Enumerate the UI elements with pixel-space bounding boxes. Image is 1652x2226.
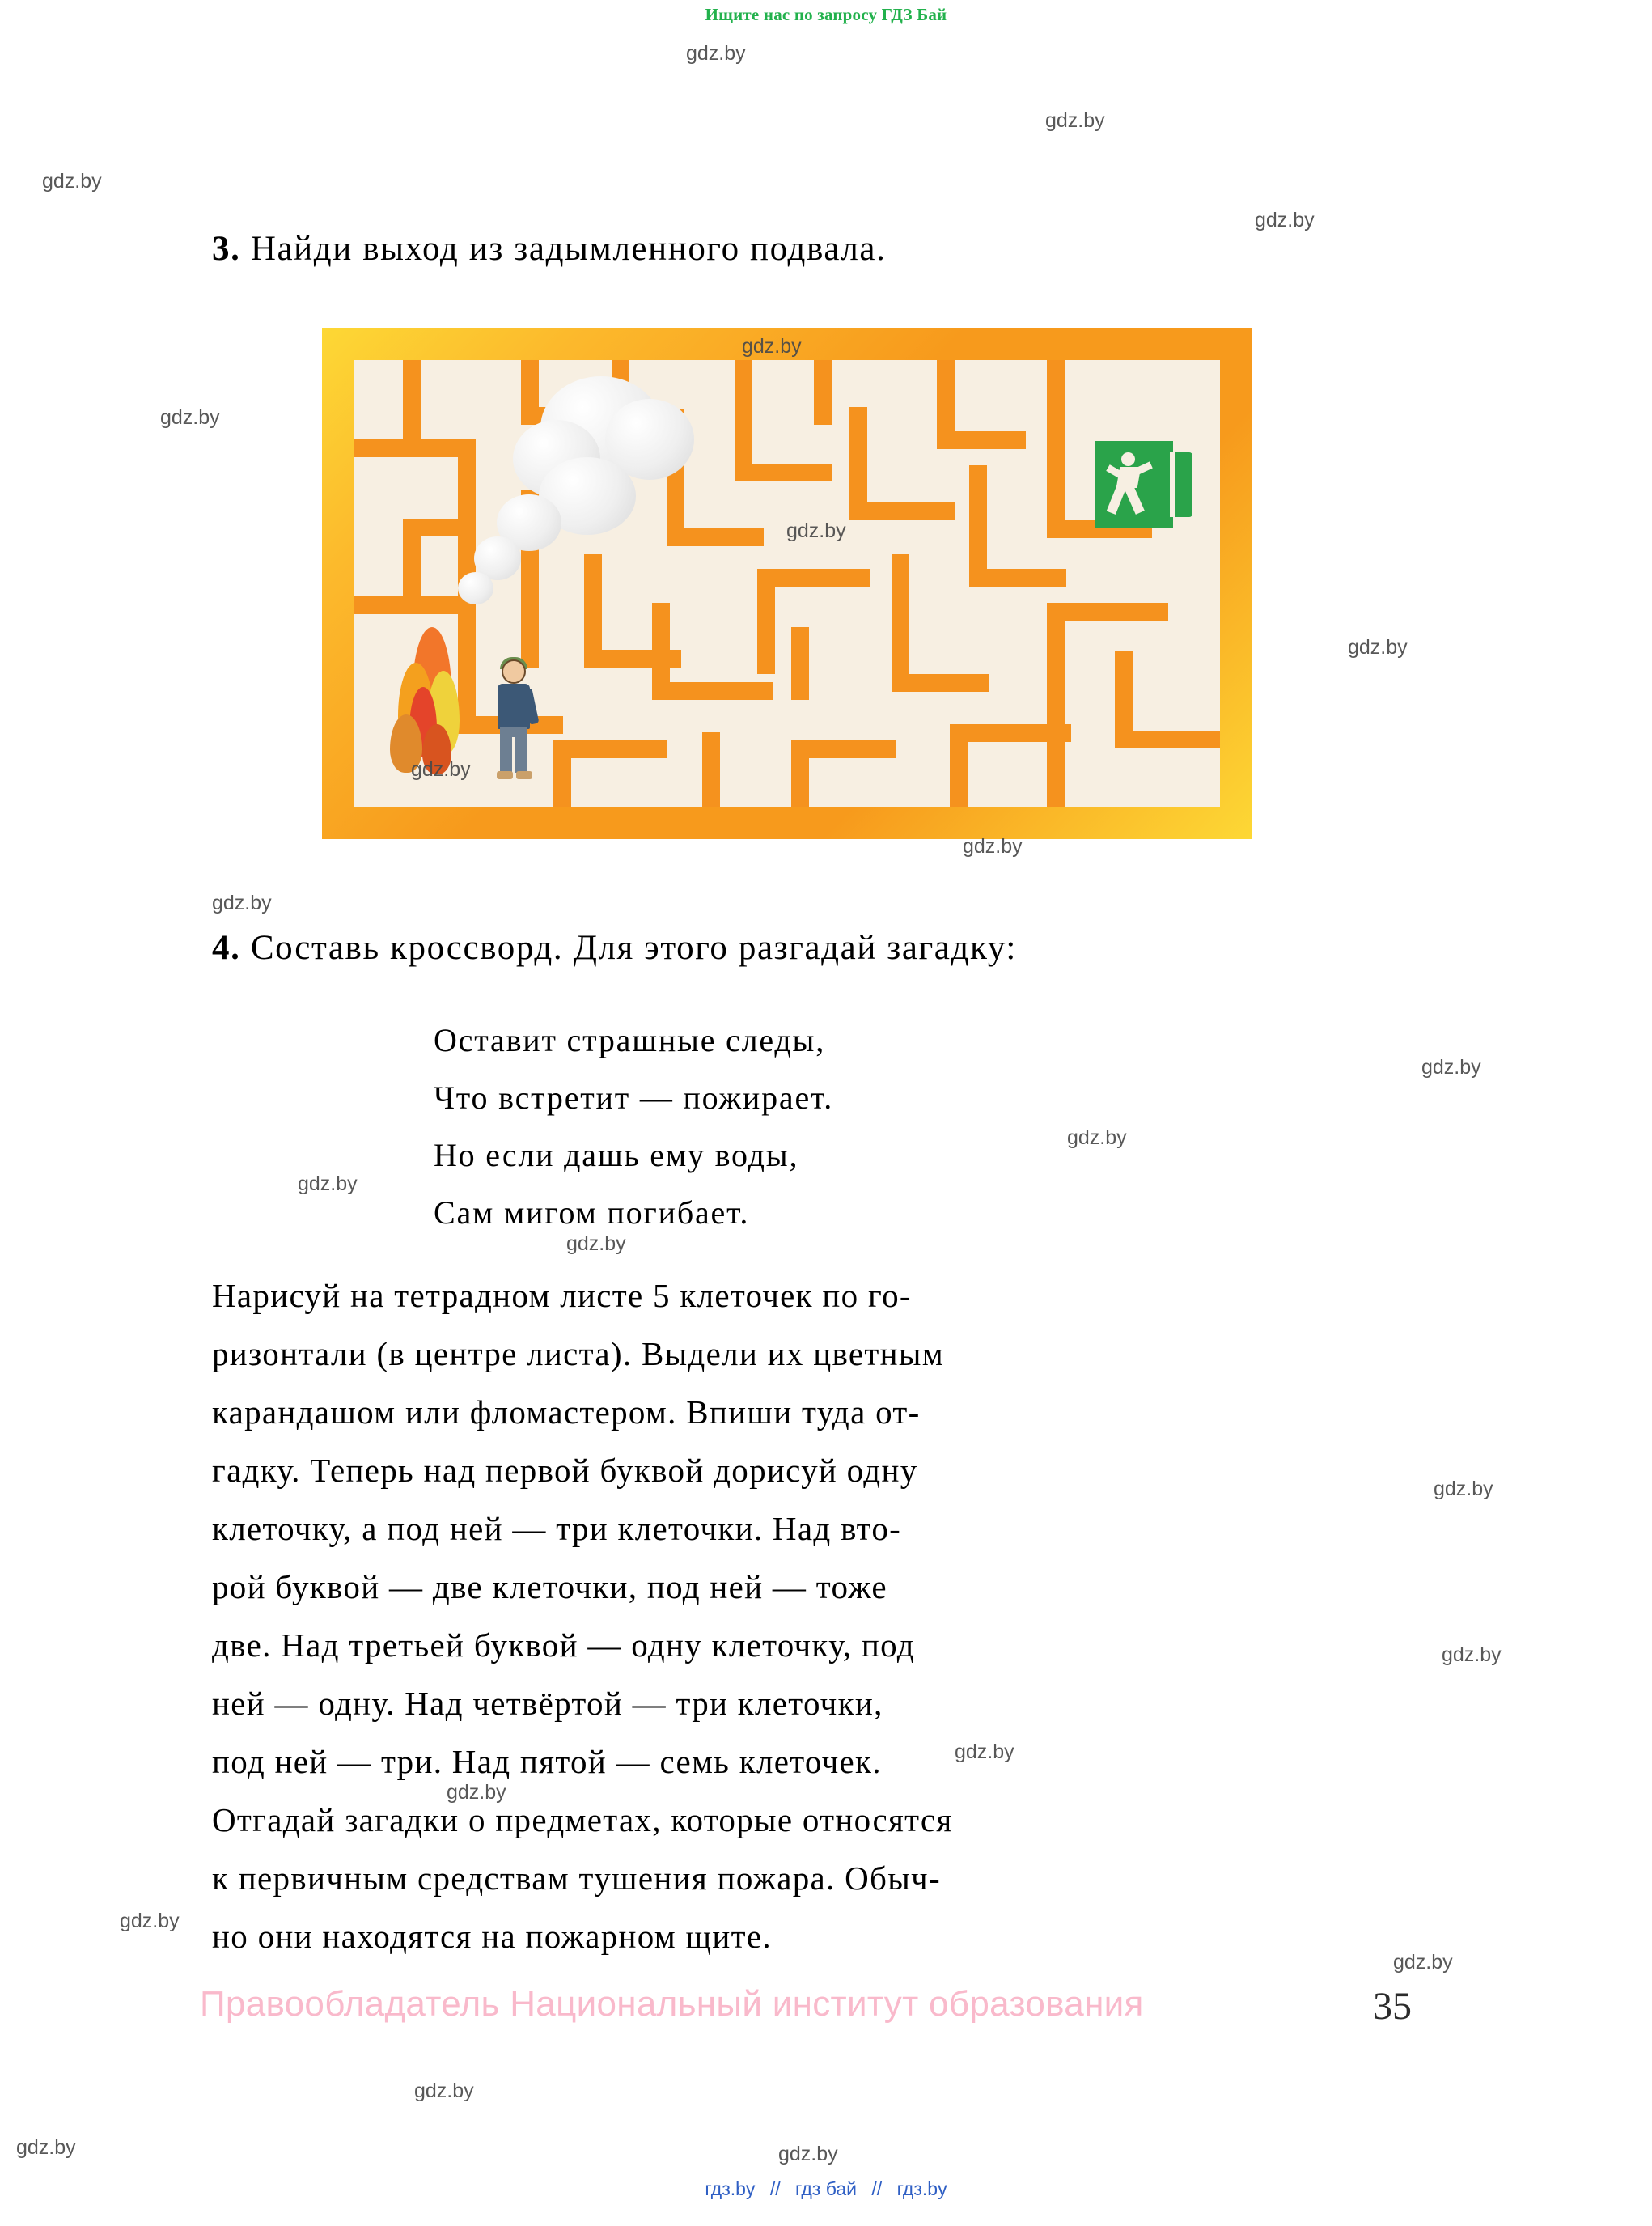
instruction-paragraph xyxy=(212,1266,1462,1965)
watermark: gdz.by xyxy=(16,2136,76,2159)
maze-wall xyxy=(553,740,667,758)
watermark: gdz.by xyxy=(1045,109,1105,132)
maze-board xyxy=(354,360,1220,807)
paragraph-line: ризонтали (в центре листа). Выдели их цветным xyxy=(212,1335,944,1372)
watermark: gdz.by xyxy=(414,2080,474,2102)
maze-wall xyxy=(735,464,832,481)
maze-wall xyxy=(814,360,832,425)
riddle-line: Оставит страшные следы, xyxy=(434,1022,826,1058)
task-3-number: 3. xyxy=(212,230,241,268)
emergency-exit-sign xyxy=(1095,441,1192,528)
riddle-line: Сам мигом погибает. xyxy=(434,1194,750,1231)
watermark: gdz.by xyxy=(963,835,1023,858)
footer-separator: // xyxy=(871,2178,883,2199)
maze-wall xyxy=(969,569,1066,587)
maze-illustration xyxy=(322,328,1252,839)
watermark: gdz.by xyxy=(686,42,746,65)
footer-link[interactable]: гдз.by xyxy=(705,2178,756,2199)
footer-links xyxy=(0,2178,1652,2200)
maze-wall xyxy=(702,732,720,807)
maze-wall xyxy=(1133,731,1220,748)
footer-link[interactable]: гдз.by xyxy=(896,2178,947,2199)
riddle-verse xyxy=(434,1011,833,1241)
maze-wall xyxy=(1047,360,1065,538)
task-4-text: Составь кроссворд. Для этого разгадай загадку: xyxy=(250,929,1017,967)
watermark: gdz.by xyxy=(1067,1126,1127,1149)
running-man-icon xyxy=(1108,452,1159,517)
maze-wall xyxy=(667,528,764,546)
paragraph-line: карандашом или фломастером. Впиши туда от- xyxy=(212,1393,921,1431)
paragraph-line: но они находятся на пожарном щите. xyxy=(212,1918,772,1955)
task-4-number: 4. xyxy=(212,929,241,967)
paragraph-line: к первичным средствам тушения пожара. Обыч- xyxy=(212,1859,941,1897)
maze-wall xyxy=(892,554,909,692)
task-3-text: Найди выход из задымленного подвала. xyxy=(250,230,887,268)
task-3-heading xyxy=(212,229,886,269)
watermark: gdz.by xyxy=(447,1781,506,1804)
footer-separator: // xyxy=(769,2178,781,2199)
paragraph-line: две. Над третьей буквой — одну клеточку, под xyxy=(212,1626,915,1664)
maze-wall xyxy=(652,682,773,700)
maze-wall xyxy=(1047,603,1065,807)
watermark: gdz.by xyxy=(120,1910,180,1932)
watermark: gdz.by xyxy=(298,1172,358,1195)
copyright-notice: Правообладатель Национальный институт образования xyxy=(200,1984,1144,2024)
paragraph-line: клеточку, а под ней — три клеточки. Над вто- xyxy=(212,1510,902,1547)
maze-wall xyxy=(791,627,809,700)
watermark: gdz.by xyxy=(1434,1478,1493,1500)
task-4-heading xyxy=(212,928,1017,968)
watermark: gdz.by xyxy=(566,1232,626,1255)
watermark: gdz.by xyxy=(411,758,471,781)
promo-banner: Ищите нас по запросу ГДЗ Бай xyxy=(705,5,947,24)
riddle-line: Что встретит — пожирает. xyxy=(434,1079,834,1116)
maze-wall xyxy=(937,431,1026,449)
watermark: gdz.by xyxy=(212,892,272,914)
watermark: gdz.by xyxy=(955,1741,1014,1763)
maze-wall xyxy=(757,569,870,587)
paragraph-line: рой буквой — две клеточки, под ней — тоже xyxy=(212,1568,887,1605)
paragraph-line: Нарисуй на тетрадном листе 5 клеточек по го- xyxy=(212,1277,912,1314)
fire-flames xyxy=(395,627,492,789)
watermark: gdz.by xyxy=(1255,209,1315,231)
boy-figure xyxy=(490,659,539,781)
maze-wall xyxy=(791,740,896,758)
watermark: gdz.by xyxy=(160,406,220,429)
watermark: gdz.by xyxy=(1442,1643,1502,1666)
watermark: gdz.by xyxy=(1421,1056,1481,1079)
maze-wall xyxy=(892,674,989,692)
riddle-line: Но если дашь ему воды, xyxy=(434,1137,799,1173)
maze-wall xyxy=(403,519,421,608)
paragraph-line: Отгадай загадки о предметах, которые относятся xyxy=(212,1801,953,1838)
maze-wall xyxy=(1115,651,1133,748)
paragraph-line: гадку. Теперь над первой буквой дорисуй одну xyxy=(212,1452,918,1489)
watermark: gdz.by xyxy=(786,519,846,542)
maze-wall xyxy=(1047,603,1168,621)
page-number: 35 xyxy=(1373,1985,1412,2028)
footer-link[interactable]: гдз бай xyxy=(795,2178,857,2199)
watermark: gdz.by xyxy=(778,2143,838,2165)
maze-wall xyxy=(849,502,955,520)
smoke-cloud xyxy=(458,572,493,604)
watermark: gdz.by xyxy=(1393,1951,1453,1974)
watermark: gdz.by xyxy=(742,335,802,358)
paragraph-line: под ней — три. Над пятой — семь клеточек. xyxy=(212,1743,882,1780)
watermark: gdz.by xyxy=(42,170,102,193)
paragraph-line: ней — одну. Над четвёртой — три клеточки, xyxy=(212,1685,883,1722)
watermark: gdz.by xyxy=(1348,636,1408,659)
